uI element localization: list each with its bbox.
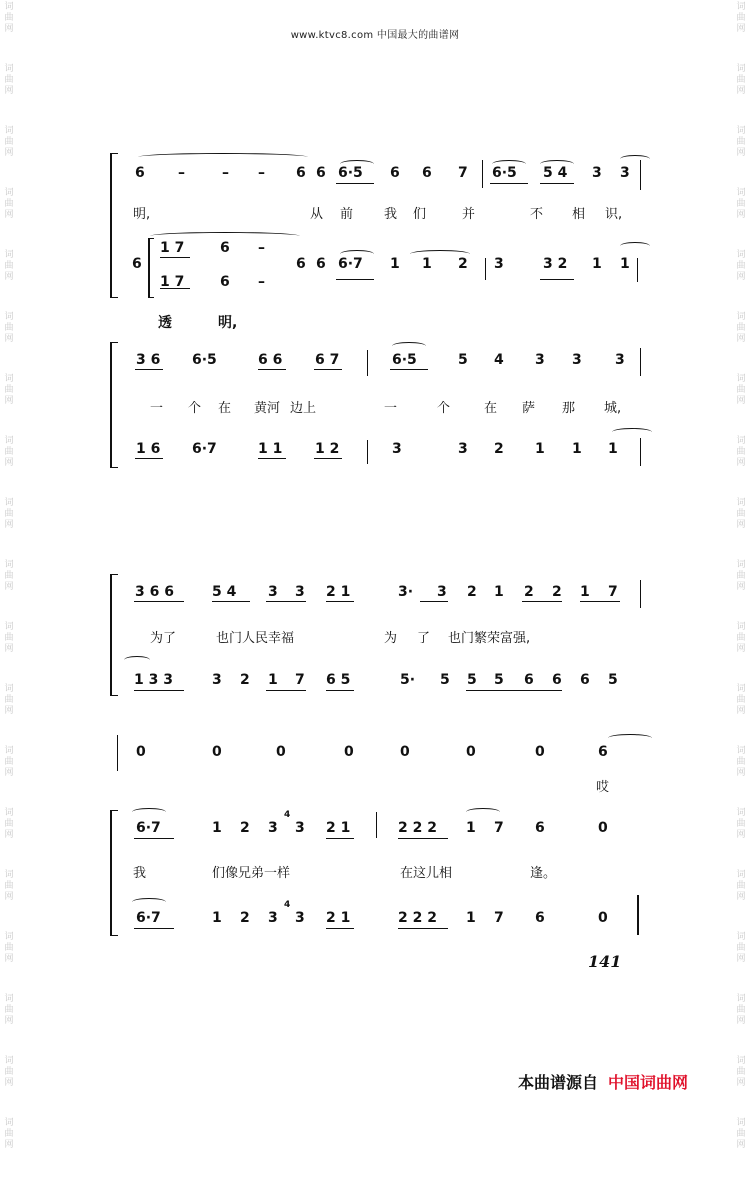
watermark-char: 网	[4, 768, 14, 778]
lyric-syllable: 一	[150, 401, 164, 416]
lyric-syllable: 也门人民幸福	[216, 631, 295, 646]
note: 1	[535, 441, 545, 457]
note: 3	[615, 352, 625, 368]
watermark-char: 词	[4, 870, 14, 880]
watermark-char: 网	[4, 86, 14, 96]
lyric-syllable: 为	[384, 631, 398, 646]
note: 1	[580, 584, 590, 600]
watermark-block	[2, 1054, 16, 1116]
note: 1 7	[160, 274, 185, 290]
note: 6·5	[192, 352, 217, 368]
lyric-syllable: 相	[572, 207, 586, 222]
system-2-lyric-row	[0, 397, 750, 419]
watermark-char: 曲	[736, 75, 746, 85]
lyric-syllable: 萨	[522, 401, 536, 416]
watermark-char: 词	[4, 498, 14, 508]
watermark-char: 词	[4, 250, 14, 260]
grace-note: 4	[284, 900, 291, 910]
watermark-char: 网	[4, 1140, 14, 1150]
note: 6	[598, 744, 608, 760]
watermark-char: 曲	[4, 75, 14, 85]
rest: 0	[466, 744, 476, 760]
watermark-char: 词	[4, 994, 14, 1004]
note: 1 6	[136, 441, 161, 457]
watermark-char: 网	[4, 148, 14, 158]
note: 3	[268, 820, 278, 836]
system-2-harmony-row	[0, 441, 750, 463]
watermark-char: 网	[736, 830, 746, 840]
note: 2	[240, 820, 250, 836]
note: 2	[240, 672, 250, 688]
note: 6·7	[136, 910, 161, 926]
rest: 0	[344, 744, 354, 760]
note: 1	[390, 256, 400, 272]
watermark-char: 曲	[4, 1129, 14, 1139]
grace-note: 4	[284, 810, 291, 820]
note: 2 1	[326, 820, 351, 836]
note: 6·7	[136, 820, 161, 836]
note: 3	[458, 441, 468, 457]
watermark-char: 词	[736, 188, 746, 198]
note: 3	[620, 165, 630, 181]
watermark-char: 词	[4, 560, 14, 570]
watermark-char: 词	[736, 622, 746, 632]
system-4-rest-row	[0, 744, 750, 766]
watermark-block	[734, 992, 748, 1054]
note: 6	[580, 672, 590, 688]
watermark-char: 词	[736, 1118, 746, 1128]
watermark-char: 网	[4, 24, 14, 34]
watermark-char: 词	[736, 932, 746, 942]
note: 7	[458, 165, 468, 181]
note: 5	[494, 672, 504, 688]
lyric-syllable: 并	[462, 207, 476, 222]
note: 6	[316, 256, 326, 272]
rest: 0	[598, 910, 608, 926]
watermark-char: 网	[736, 520, 746, 530]
note: 3	[437, 584, 447, 600]
lyric-syllable: 为了	[150, 631, 177, 646]
note: 1	[592, 256, 602, 272]
system-3-melody-row	[0, 584, 750, 606]
note: 3	[212, 672, 222, 688]
watermark-block	[734, 1054, 748, 1116]
system-4-tie	[608, 734, 652, 742]
note: 6	[135, 165, 145, 181]
footer-brand-link[interactable]: 中国词曲网	[608, 1073, 689, 1092]
watermark-char: 曲	[736, 819, 746, 829]
watermark-char: 词	[736, 436, 746, 446]
system-2-melody-row	[0, 352, 750, 374]
watermark-char: 网	[736, 644, 746, 654]
note: 6 6	[258, 352, 283, 368]
note: 6·5	[338, 165, 363, 181]
watermark-char: 网	[4, 830, 14, 840]
watermark-char: 词	[736, 64, 746, 74]
note: 7	[494, 910, 504, 926]
watermark-char: 网	[4, 706, 14, 716]
watermark-char: 网	[736, 706, 746, 716]
watermark-char: 网	[4, 1078, 14, 1088]
watermark-char: 曲	[736, 571, 746, 581]
watermark-char: 词	[4, 126, 14, 136]
note: 6	[422, 165, 432, 181]
lyric-syllable: 明,	[133, 207, 151, 222]
watermark-char: 网	[736, 1016, 746, 1026]
note: 5 4	[212, 584, 237, 600]
lyric-syllable: 边上	[290, 401, 317, 416]
note: 2	[467, 584, 477, 600]
watermark-char: 曲	[736, 695, 746, 705]
note: –	[258, 274, 265, 290]
note: 1	[212, 820, 222, 836]
watermark-char: 网	[4, 892, 14, 902]
lyric-syllable: 城,	[604, 401, 622, 416]
watermark-char: 网	[736, 954, 746, 964]
note: 5	[458, 352, 468, 368]
note: 2 2 2	[398, 910, 437, 926]
watermark-char: 词	[4, 622, 14, 632]
watermark-char: 网	[736, 892, 746, 902]
lyric-syllable: 个	[188, 401, 202, 416]
watermark-char: 词	[4, 1056, 14, 1066]
system-4-lyric-row	[0, 862, 750, 884]
system-3-harmony-row	[0, 672, 750, 694]
note: 3	[295, 910, 305, 926]
note: 1 2	[315, 441, 340, 457]
watermark-char: 曲	[4, 137, 14, 147]
watermark-block	[2, 992, 16, 1054]
lyric-syllable: 在这儿相	[400, 866, 453, 881]
note: –	[222, 165, 229, 181]
note: 6	[390, 165, 400, 181]
note: 6	[316, 165, 326, 181]
watermark-char: 曲	[4, 509, 14, 519]
system-4-tie	[132, 808, 166, 816]
note: 5	[440, 672, 450, 688]
watermark-block	[2, 930, 16, 992]
note: 2	[458, 256, 468, 272]
site-header: www.ktvc8.com 中国最大的曲谱网	[290, 30, 460, 41]
note: 6·5	[392, 352, 417, 368]
note: 3	[392, 441, 402, 457]
watermark-char: 网	[736, 210, 746, 220]
watermark-char: 曲	[4, 819, 14, 829]
rest: 0	[535, 744, 545, 760]
watermark-block	[734, 62, 748, 124]
watermark-char: 词	[4, 64, 14, 74]
note: 1	[494, 584, 504, 600]
note: 6	[296, 256, 306, 272]
watermark-block	[734, 930, 748, 992]
system-1-harmony-lower-row	[0, 274, 750, 296]
note: 1	[268, 672, 278, 688]
watermark-char: 网	[4, 644, 14, 654]
lyric-syllable: 前	[340, 207, 354, 222]
watermark-char: 网	[4, 458, 14, 468]
system-1-melody-row	[0, 165, 750, 187]
note: 6 5	[326, 672, 351, 688]
lyric-syllable: 识,	[605, 207, 623, 222]
watermark-char: 词	[736, 374, 746, 384]
watermark-char: 词	[736, 560, 746, 570]
watermark-char: 网	[736, 148, 746, 158]
note: 3	[295, 820, 305, 836]
note: 6·5	[492, 165, 517, 181]
lyric-syllable: 一	[384, 401, 398, 416]
note: 6	[132, 256, 142, 272]
watermark-char: 词	[4, 808, 14, 818]
note: 2	[552, 584, 562, 600]
watermark-char: 词	[736, 870, 746, 880]
lyric-syllable: 黄河	[254, 401, 281, 416]
note: 3	[268, 910, 278, 926]
note: 7	[608, 584, 618, 600]
watermark-char: 词	[736, 746, 746, 756]
note: 7	[494, 820, 504, 836]
watermark-char: 曲	[736, 13, 746, 23]
watermark-char: 网	[4, 272, 14, 282]
note: 6	[296, 165, 306, 181]
watermark-char: 词	[4, 436, 14, 446]
watermark-char: 曲	[4, 323, 14, 333]
note: –	[258, 165, 265, 181]
rest: 0	[212, 744, 222, 760]
watermark-char: 曲	[4, 1005, 14, 1015]
note: 6·7	[192, 441, 217, 457]
watermark-char: 网	[4, 520, 14, 530]
watermark-char: 词	[736, 312, 746, 322]
system-1-lyric-row	[0, 203, 750, 225]
watermark-char: 网	[736, 272, 746, 282]
watermark-block	[734, 496, 748, 558]
note: 2 1	[326, 584, 351, 600]
note: 1	[466, 910, 476, 926]
lyric-syllable: 逢。	[530, 866, 557, 881]
lyric-syllable: 们像兄弟一样	[212, 866, 291, 881]
lyric-syllable: 也门繁荣富强,	[448, 631, 531, 646]
note: 5 4	[543, 165, 568, 181]
note: 6 7	[315, 352, 340, 368]
watermark-char: 曲	[736, 1129, 746, 1139]
note: 1	[466, 820, 476, 836]
watermark-char: 词	[736, 1056, 746, 1066]
watermark-block	[734, 1116, 748, 1178]
watermark-char: 曲	[4, 695, 14, 705]
note: –	[178, 165, 185, 181]
note: 1 3 3	[134, 672, 173, 688]
watermark-char: 曲	[736, 1067, 746, 1077]
watermark-char: 词	[4, 684, 14, 694]
lyric-syllable: 不	[530, 207, 544, 222]
watermark-char: 曲	[4, 1067, 14, 1077]
watermark-char: 曲	[736, 633, 746, 643]
note: 2	[524, 584, 534, 600]
watermark-char: 词	[736, 808, 746, 818]
note: 3	[494, 256, 504, 272]
note: 4	[494, 352, 504, 368]
watermark-char: 词	[736, 684, 746, 694]
system-4-exclamation-row	[0, 776, 750, 798]
rest: 0	[400, 744, 410, 760]
note: 1	[422, 256, 432, 272]
watermark-block	[2, 1116, 16, 1178]
note: 3	[268, 584, 278, 600]
watermark-char: 曲	[4, 881, 14, 891]
note: 1	[212, 910, 222, 926]
watermark-char: 曲	[4, 447, 14, 457]
note: 3	[572, 352, 582, 368]
watermark-char: 词	[4, 746, 14, 756]
note: 1	[620, 256, 630, 272]
watermark-char: 曲	[4, 757, 14, 767]
lyric-syllable: 了	[417, 631, 431, 646]
system-1-lyric2-row	[0, 312, 750, 334]
system-2-tie	[612, 428, 652, 436]
watermark-char: 曲	[4, 571, 14, 581]
watermark-char: 曲	[736, 1005, 746, 1015]
watermark-char: 词	[4, 932, 14, 942]
system-3-lyric-row	[0, 627, 750, 649]
system-4-harmony-row	[0, 900, 750, 932]
note: 3	[592, 165, 602, 181]
note: 3	[295, 584, 305, 600]
lyric-syllable: 我	[133, 866, 147, 881]
watermark-char: 词	[4, 312, 14, 322]
watermark-char: 网	[4, 954, 14, 964]
lyric-syllable: 明,	[218, 315, 238, 331]
watermark-block	[2, 62, 16, 124]
watermark-char: 网	[4, 582, 14, 592]
system-1-tie	[138, 153, 308, 161]
note: 1	[572, 441, 582, 457]
note: 3 2	[543, 256, 568, 272]
watermark-block	[2, 496, 16, 558]
watermark-char: 词	[736, 250, 746, 260]
note: 2 2 2	[398, 820, 437, 836]
watermark-char: 曲	[4, 13, 14, 23]
watermark-char: 词	[736, 498, 746, 508]
watermark-char: 词	[4, 1118, 14, 1128]
watermark-char: 网	[736, 334, 746, 344]
footer-source-label: 本曲谱源自	[518, 1073, 599, 1092]
note: –	[258, 240, 265, 256]
watermark-char: 曲	[736, 261, 746, 271]
footer	[518, 1070, 688, 1093]
watermark-char: 网	[4, 210, 14, 220]
note: 7	[295, 672, 305, 688]
note: 3 6 6	[135, 584, 174, 600]
note: 1 1	[258, 441, 283, 457]
lyric-syllable: 透	[158, 315, 172, 331]
watermark-char: 网	[736, 1078, 746, 1088]
watermark-char: 曲	[736, 323, 746, 333]
note: 3 6	[136, 352, 161, 368]
note: 2 1	[326, 910, 351, 926]
watermark-char: 曲	[736, 943, 746, 953]
lyric-syllable: 在	[484, 401, 498, 416]
lyric-syllable: 在	[218, 401, 232, 416]
system-1-tie	[150, 232, 300, 240]
watermark-char: 词	[4, 374, 14, 384]
system-4-tie	[466, 808, 500, 816]
rest: 0	[598, 820, 608, 836]
watermark-char: 词	[736, 2, 746, 12]
watermark-char: 网	[736, 24, 746, 34]
watermark-char: 曲	[4, 261, 14, 271]
watermark-char: 网	[4, 396, 14, 406]
note: 5·	[400, 672, 416, 688]
note: 5	[467, 672, 477, 688]
watermark-char: 网	[736, 768, 746, 778]
note: 1 7	[160, 240, 185, 256]
watermark-char: 曲	[736, 199, 746, 209]
lyric-syllable: 那	[562, 401, 576, 416]
system-4-melody-row	[0, 810, 750, 842]
watermark-char: 曲	[736, 509, 746, 519]
watermark-char: 词	[736, 126, 746, 136]
note: 6	[552, 672, 562, 688]
note: 3·	[398, 584, 414, 600]
note: 6	[535, 820, 545, 836]
watermark-char: 曲	[736, 881, 746, 891]
system-2-tie	[392, 342, 426, 350]
note: 2	[240, 910, 250, 926]
lyric-syllable: 们	[413, 207, 427, 222]
system-1-tie	[620, 155, 650, 163]
system-3-tie	[124, 656, 150, 664]
lyric-syllable: 个	[437, 401, 451, 416]
note: 6	[524, 672, 534, 688]
rest: 0	[276, 744, 286, 760]
watermark-char: 曲	[4, 633, 14, 643]
note: 1	[608, 441, 618, 457]
watermark-char: 曲	[4, 199, 14, 209]
watermark-char: 词	[736, 994, 746, 1004]
watermark-char: 网	[4, 1016, 14, 1026]
note: 6	[220, 274, 230, 290]
note: 6	[220, 240, 230, 256]
watermark-char: 网	[736, 1140, 746, 1150]
watermark-char: 曲	[736, 757, 746, 767]
watermark-char: 曲	[4, 943, 14, 953]
watermark-char: 网	[4, 334, 14, 344]
note: 6·7	[338, 256, 363, 272]
watermark-char: 曲	[4, 385, 14, 395]
watermark-char: 词	[4, 188, 14, 198]
watermark-char: 曲	[736, 447, 746, 457]
note: 2	[494, 441, 504, 457]
page-number: 141	[588, 952, 622, 971]
watermark-char: 词	[4, 2, 14, 12]
lyric-syllable: 哎	[596, 780, 610, 795]
watermark-char: 网	[736, 582, 746, 592]
lyric-syllable: 从	[310, 207, 324, 222]
watermark-char: 网	[736, 86, 746, 96]
note: 6	[535, 910, 545, 926]
watermark-char: 曲	[736, 137, 746, 147]
watermark-char: 网	[736, 396, 746, 406]
system-4-tie	[132, 898, 166, 906]
rest: 0	[136, 744, 146, 760]
lyric-syllable: 我	[384, 207, 398, 222]
note: 3	[535, 352, 545, 368]
watermark-char: 曲	[736, 385, 746, 395]
note: 5	[608, 672, 618, 688]
watermark-char: 网	[736, 458, 746, 468]
